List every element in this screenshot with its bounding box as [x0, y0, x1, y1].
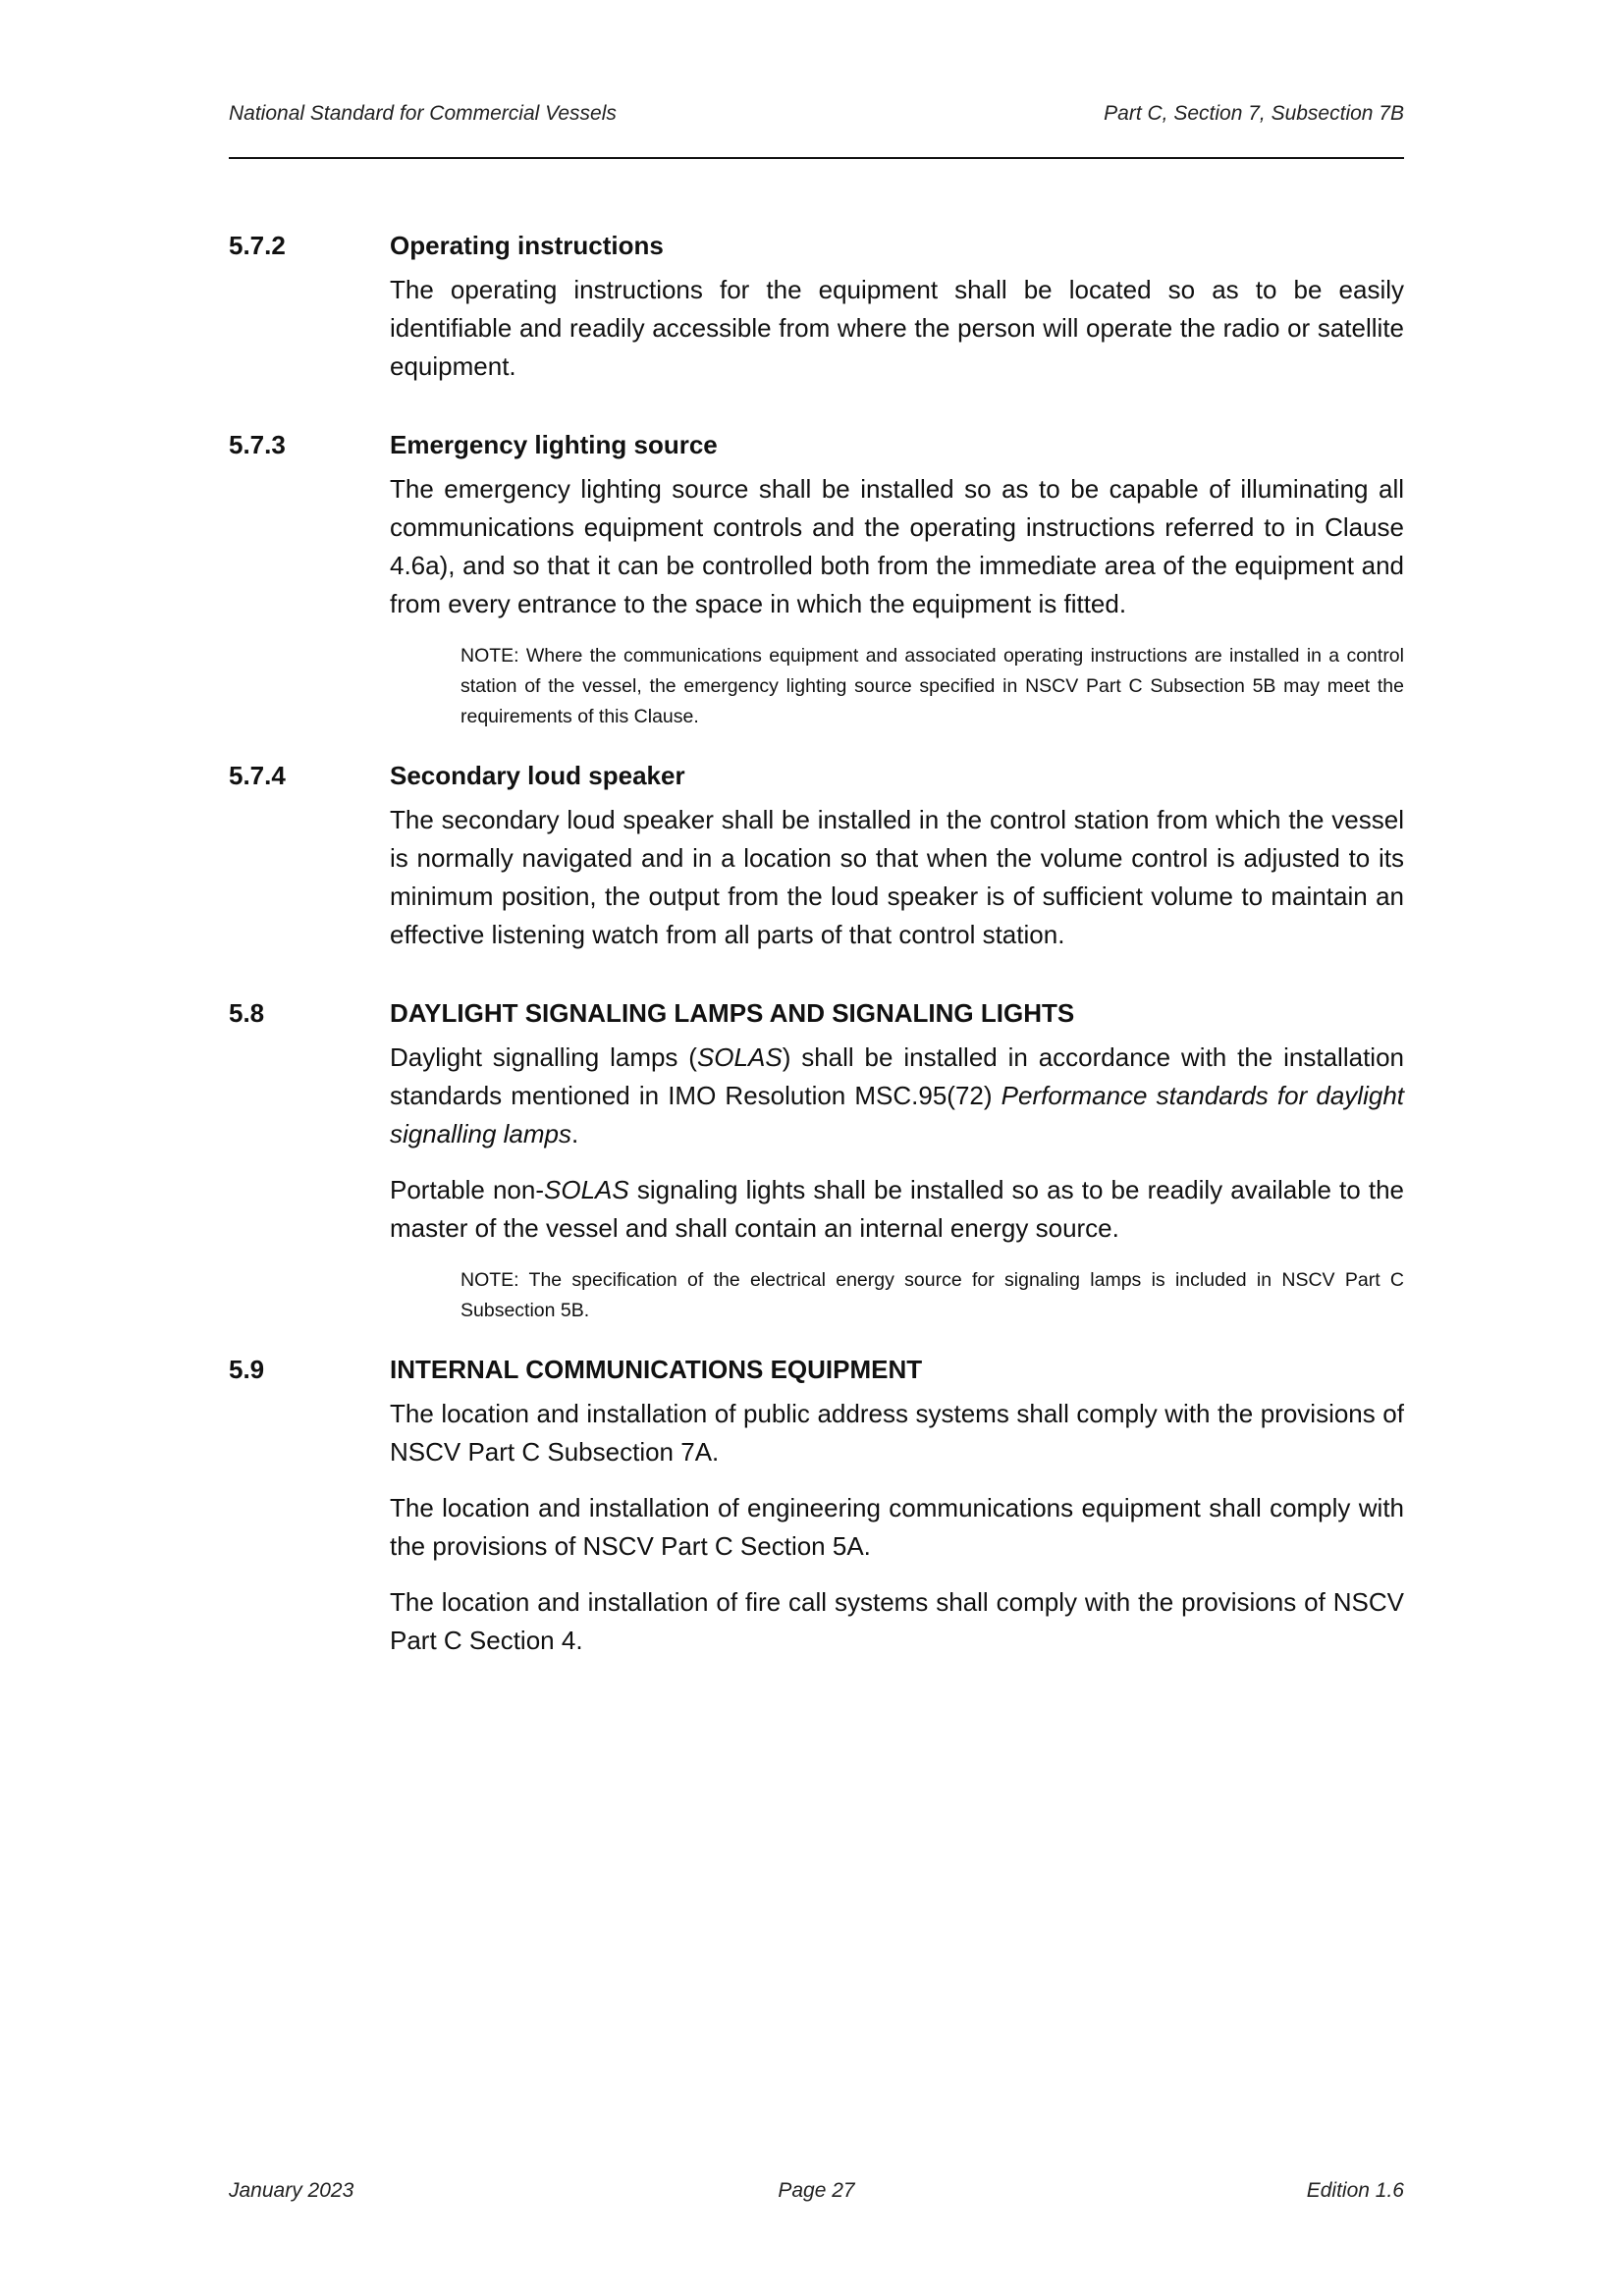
section-number: 5.7.3 — [229, 430, 286, 459]
paragraph — [390, 1039, 1404, 1153]
italic-title: Performance standards for daylight signalling lamps — [390, 1081, 1405, 1148]
section-heading: Secondary loud speaker — [390, 761, 685, 790]
section-number: 5.7.2 — [229, 231, 286, 260]
section-number: 5.9 — [229, 1355, 265, 1384]
section-5-8 — [229, 993, 1404, 1326]
header-section-reference: Part C, Section 7, Subsection 7B — [1104, 102, 1404, 125]
text-run: signaling lights shall be installed so as to be readily available to the master of the vessel and shall contain an internal energy source. — [390, 1175, 1404, 1243]
paragraph — [390, 1171, 1404, 1248]
section-number: 5.7.4 — [229, 761, 286, 790]
page-header — [229, 102, 1404, 132]
text-run: Portable non- — [390, 1175, 544, 1204]
text-run: Daylight signalling lamps ( — [390, 1042, 697, 1072]
section-heading: Emergency lighting source — [390, 430, 718, 459]
paragraph: The operating instructions for the equipment shall be located so as to be easily identifiable and readily accessible from where the person will operate the radio or satellite equipment. — [390, 275, 1404, 381]
section-5-7-3 — [229, 425, 1404, 732]
paragraph: The location and installation of public address systems shall comply with the provisions of NSCV Part C Subsection 7A. — [390, 1399, 1404, 1467]
footer-page-number: Page 27 — [778, 2179, 855, 2202]
paragraph: The emergency lighting source shall be installed so as to be capable of illuminating all communications equipment controls and the operating instructions referred to in Clause 4.6a), and so that it can be controlled both from the immediate area of the equipment and from every entrance to the space in which the equipment is fitted. — [390, 474, 1404, 618]
note: NOTE: Where the communications equipment and associated operating instructions are installed in a control station of the vessel, the emergency lighting source specified in NSCV Part C Subsection 5B may meet the requirements of this Clause. — [460, 645, 1404, 727]
header-divider — [229, 157, 1404, 159]
paragraph: The location and installation of fire call systems shall comply with the provisions of NSCV Part C Section 4. — [390, 1587, 1404, 1655]
paragraph: The secondary loud speaker shall be installed in the control station from which the vessel is normally navigated and in a location so that when the volume control is adjusted to its minimum position, the output from the loud speaker is of sufficient volume to maintain an effective listening watch from all parts of that control station. — [390, 805, 1404, 949]
section-heading: Operating instructions — [390, 231, 664, 260]
footer-date: January 2023 — [229, 2179, 354, 2202]
footer-edition: Edition 1.6 — [1306, 2179, 1404, 2202]
note: NOTE: The specification of the electrical energy source for signaling lamps is included in NSCV Part C Subsection 5B. — [460, 1269, 1404, 1321]
section-heading: DAYLIGHT SIGNALING LAMPS AND SIGNALING LIGHTS — [390, 998, 1075, 1028]
italic-term: SOLAS — [696, 1042, 783, 1072]
italic-term: SOLAS — [544, 1175, 629, 1204]
page-footer — [229, 2179, 1404, 2209]
header-document-title: National Standard for Commercial Vessels — [229, 102, 617, 125]
section-5-7-4 — [229, 756, 1404, 954]
page-body — [229, 226, 1404, 1678]
section-5-7-2 — [229, 226, 1404, 386]
text-run: ) shall be installed in accordance with the installation standards mentioned in IMO Resolution MSC.95(72) — [390, 1042, 1404, 1110]
paragraph: The location and installation of engineering communications equipment shall comply with the provisions of NSCV Part C Section 5A. — [390, 1493, 1404, 1561]
section-number: 5.8 — [229, 998, 265, 1028]
section-heading: INTERNAL COMMUNICATIONS EQUIPMENT — [390, 1355, 923, 1384]
section-5-9 — [229, 1350, 1404, 1660]
text-run: . — [570, 1119, 579, 1148]
